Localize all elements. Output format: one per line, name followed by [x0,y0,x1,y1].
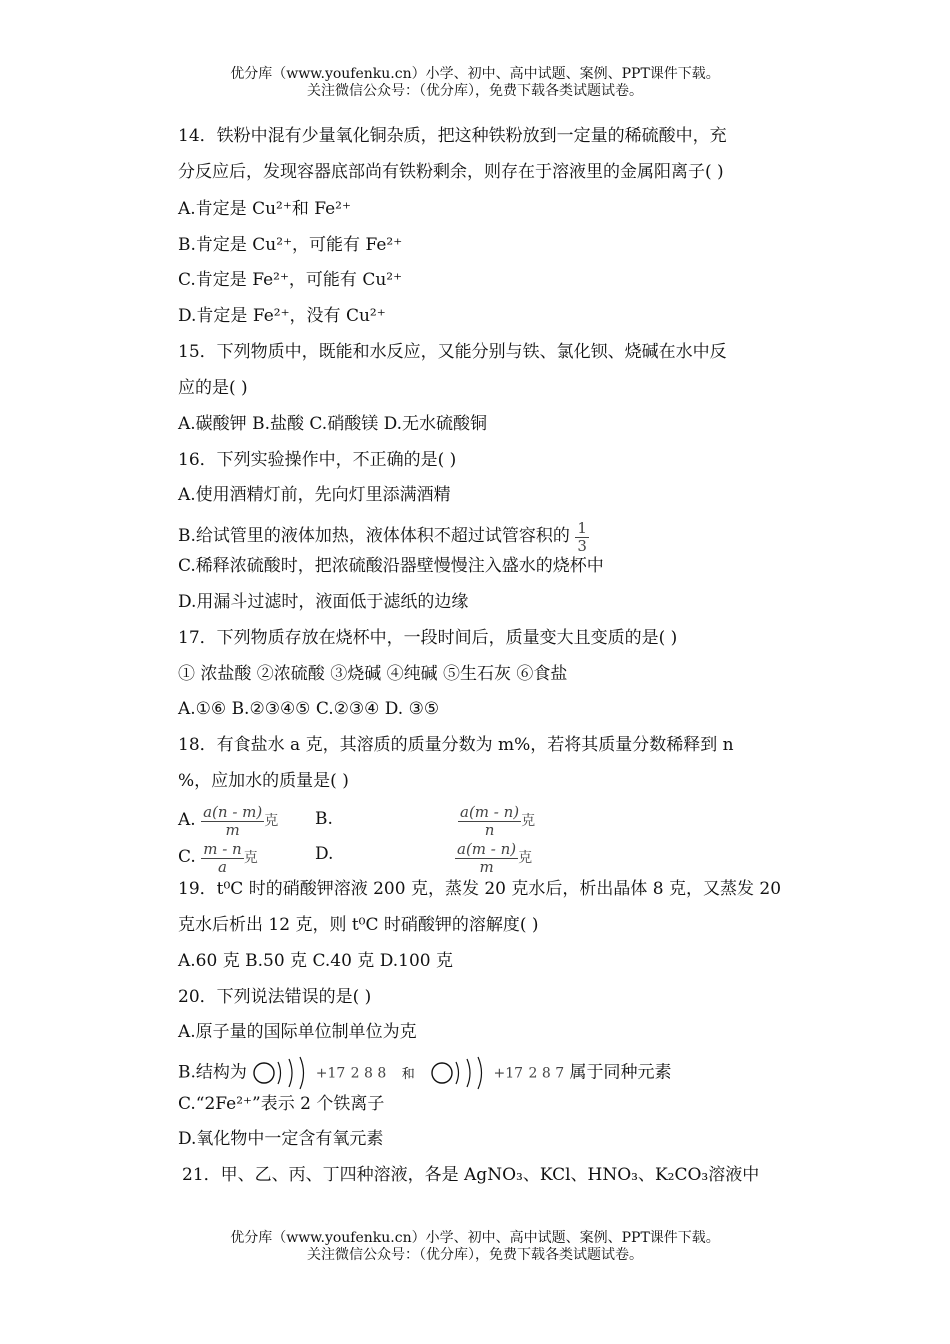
q17-options[interactable]: A.①⑥ B.②③④⑤ C.②③④ D. ③⑤ [178,699,440,719]
q18-b-fraction [458,803,521,838]
atom-structure-icon-2 [430,1056,488,1090]
header-line-2: 关注微信公众号：（优分库），免费下载各类试题试卷。 [307,83,643,99]
q15-options[interactable]: A.碳酸钾 B.盐酸 C.硝酸镁 D.无水硫酸铜 [178,414,488,434]
fraction-numerator: 1 [577,519,587,537]
footer-line-2: 关注微信公众号：（优分库），免费下载各类试题试卷。 [307,1247,643,1263]
q18-b-numerator: a(m - n) [460,803,520,821]
q16-stem: 16．下列实验操作中，不正确的是( ) [178,450,457,470]
q14-option-c[interactable]: C.肯定是 Fe²⁺，可能有 Cu²⁺ [178,270,403,290]
q16-option-b[interactable] [178,519,589,554]
q18-c-label: C. [178,847,196,867]
q16-option-b-text: B.给试管里的液体加热，液体体积不超过试管容积的 [178,526,570,546]
q19-options[interactable]: A.60 克 B.50 克 C.40 克 D.100 克 [178,951,453,971]
q20-b-and: 和 [401,1066,415,1082]
q16-option-c[interactable]: C.稀释浓硫酸时，把浓硫酸沿器壁慢慢注入盛水的烧杯中 [178,556,604,576]
atom-2-shells: 2 8 7 [528,1065,565,1082]
q18-a-numerator: a(n - m) [203,803,263,821]
q16-option-d[interactable]: D.用漏斗过滤时，液面低于滤纸的边缘 [178,592,469,612]
q14-stem-line-2: 分反应后，发现容器底部尚有铁粉剩余，则存在于溶液里的金属阳离子( ) [178,162,724,182]
q18-stem-line-2: %，应加水的质量是( ) [178,771,349,791]
q17-stem: 17．下列物质存放在烧杯中，一段时间后，质量变大且变质的是( ) [178,628,678,648]
fraction-denominator: 3 [577,537,587,555]
q19-stem-line-1: 19．t⁰C 时的硝酸钾溶液 200 克，蒸发 20 克水后，析出晶体 8 克，又蒸发 20 [178,879,782,899]
q18-d-fraction [455,840,518,875]
q18-d-numerator: a(m - n) [457,840,517,858]
q17-items: ① 浓盐酸 ②浓硫酸 ③烧碱 ④纯碱 ⑤生石灰 ⑥食盐 [178,664,568,684]
q20-option-a[interactable]: A.原子量的国际单位制单位为克 [178,1022,417,1042]
q18-d-label[interactable]: D. [315,844,334,864]
q20-b-pre: B.结构为 [178,1062,247,1083]
q14-stem-line-1: 14．铁粉中混有少量氧化铜杂质，把这种铁粉放到一定量的稀硫酸中，充 [178,126,727,146]
q21-stem: 21．甲、乙、丙、丁四种溶液，各是 AgNO₃、KCl、HNO₃、K₂CO₃溶液中 [182,1165,760,1185]
q18-option-c[interactable] [178,840,258,875]
q18-b-label[interactable]: B. [315,809,333,829]
q18-a-denominator: m [225,821,240,839]
q18-c-fraction [201,840,244,875]
q18-a-unit: 克 [264,813,279,829]
atom-2-nucleus: +17 [493,1065,524,1082]
q18-a-fraction [201,803,264,838]
q15-stem-line-2: 应的是( ) [178,378,248,398]
q20-option-b[interactable] [178,1056,672,1090]
q18-d-unit: 克 [518,850,533,866]
footer-line-1: 优分库（www.youfenku.cn）小学、初中、高中试题、案例、PPT课件下载。 [230,1230,720,1246]
q20-stem: 20．下列说法错误的是( ) [178,987,372,1007]
q19-stem-line-2: 克水后析出 12 克，则 t⁰C 时硝酸钾的溶解度( ) [178,915,539,935]
page-header [0,66,950,100]
q18-c-numerator: m - n [203,840,242,858]
page-footer [0,1230,950,1264]
q14-option-a[interactable]: A.肯定是 Cu²⁺和 Fe²⁺ [178,199,351,219]
fraction-one-third [575,519,589,554]
q18-b-denominator: n [484,821,495,839]
q18-option-a[interactable] [178,803,278,838]
q18-c-denominator: a [217,858,227,876]
q18-d-denominator: m [479,858,494,876]
q18-option-b[interactable] [458,803,535,838]
q18-stem-line-1: 18．有食盐水 a 克，其溶质的质量分数为 m%，若将其质量分数稀释到 n [178,735,734,755]
q18-a-label: A. [178,810,196,830]
atom-1-shells: 2 8 8 [350,1065,387,1082]
atom-structure-icon-1 [252,1056,310,1090]
q14-option-d[interactable]: D.肯定是 Fe²⁺，没有 Cu²⁺ [178,306,386,326]
q20-option-d[interactable]: D.氧化物中一定含有氧元素 [178,1129,384,1149]
q18-option-d[interactable] [455,840,532,875]
header-line-1: 优分库（www.youfenku.cn）小学、初中、高中试题、案例、PPT课件下载。 [230,66,720,82]
q14-option-b[interactable]: B.肯定是 Cu²⁺，可能有 Fe²⁺ [178,235,403,255]
q18-b-unit: 克 [521,813,536,829]
q20-b-post: 属于同种元素 [569,1062,672,1083]
atom-1-nucleus: +17 [315,1065,346,1082]
q15-stem-line-1: 15．下列物质中，既能和水反应，又能分别与铁、氯化钡、烧碱在水中反 [178,342,727,362]
q16-option-a[interactable]: A.使用酒精灯前，先向灯里添满酒精 [178,485,451,505]
q18-c-unit: 克 [243,850,258,866]
q20-option-c[interactable]: C.“2Fe²⁺”表示 2 个铁离子 [178,1094,385,1114]
